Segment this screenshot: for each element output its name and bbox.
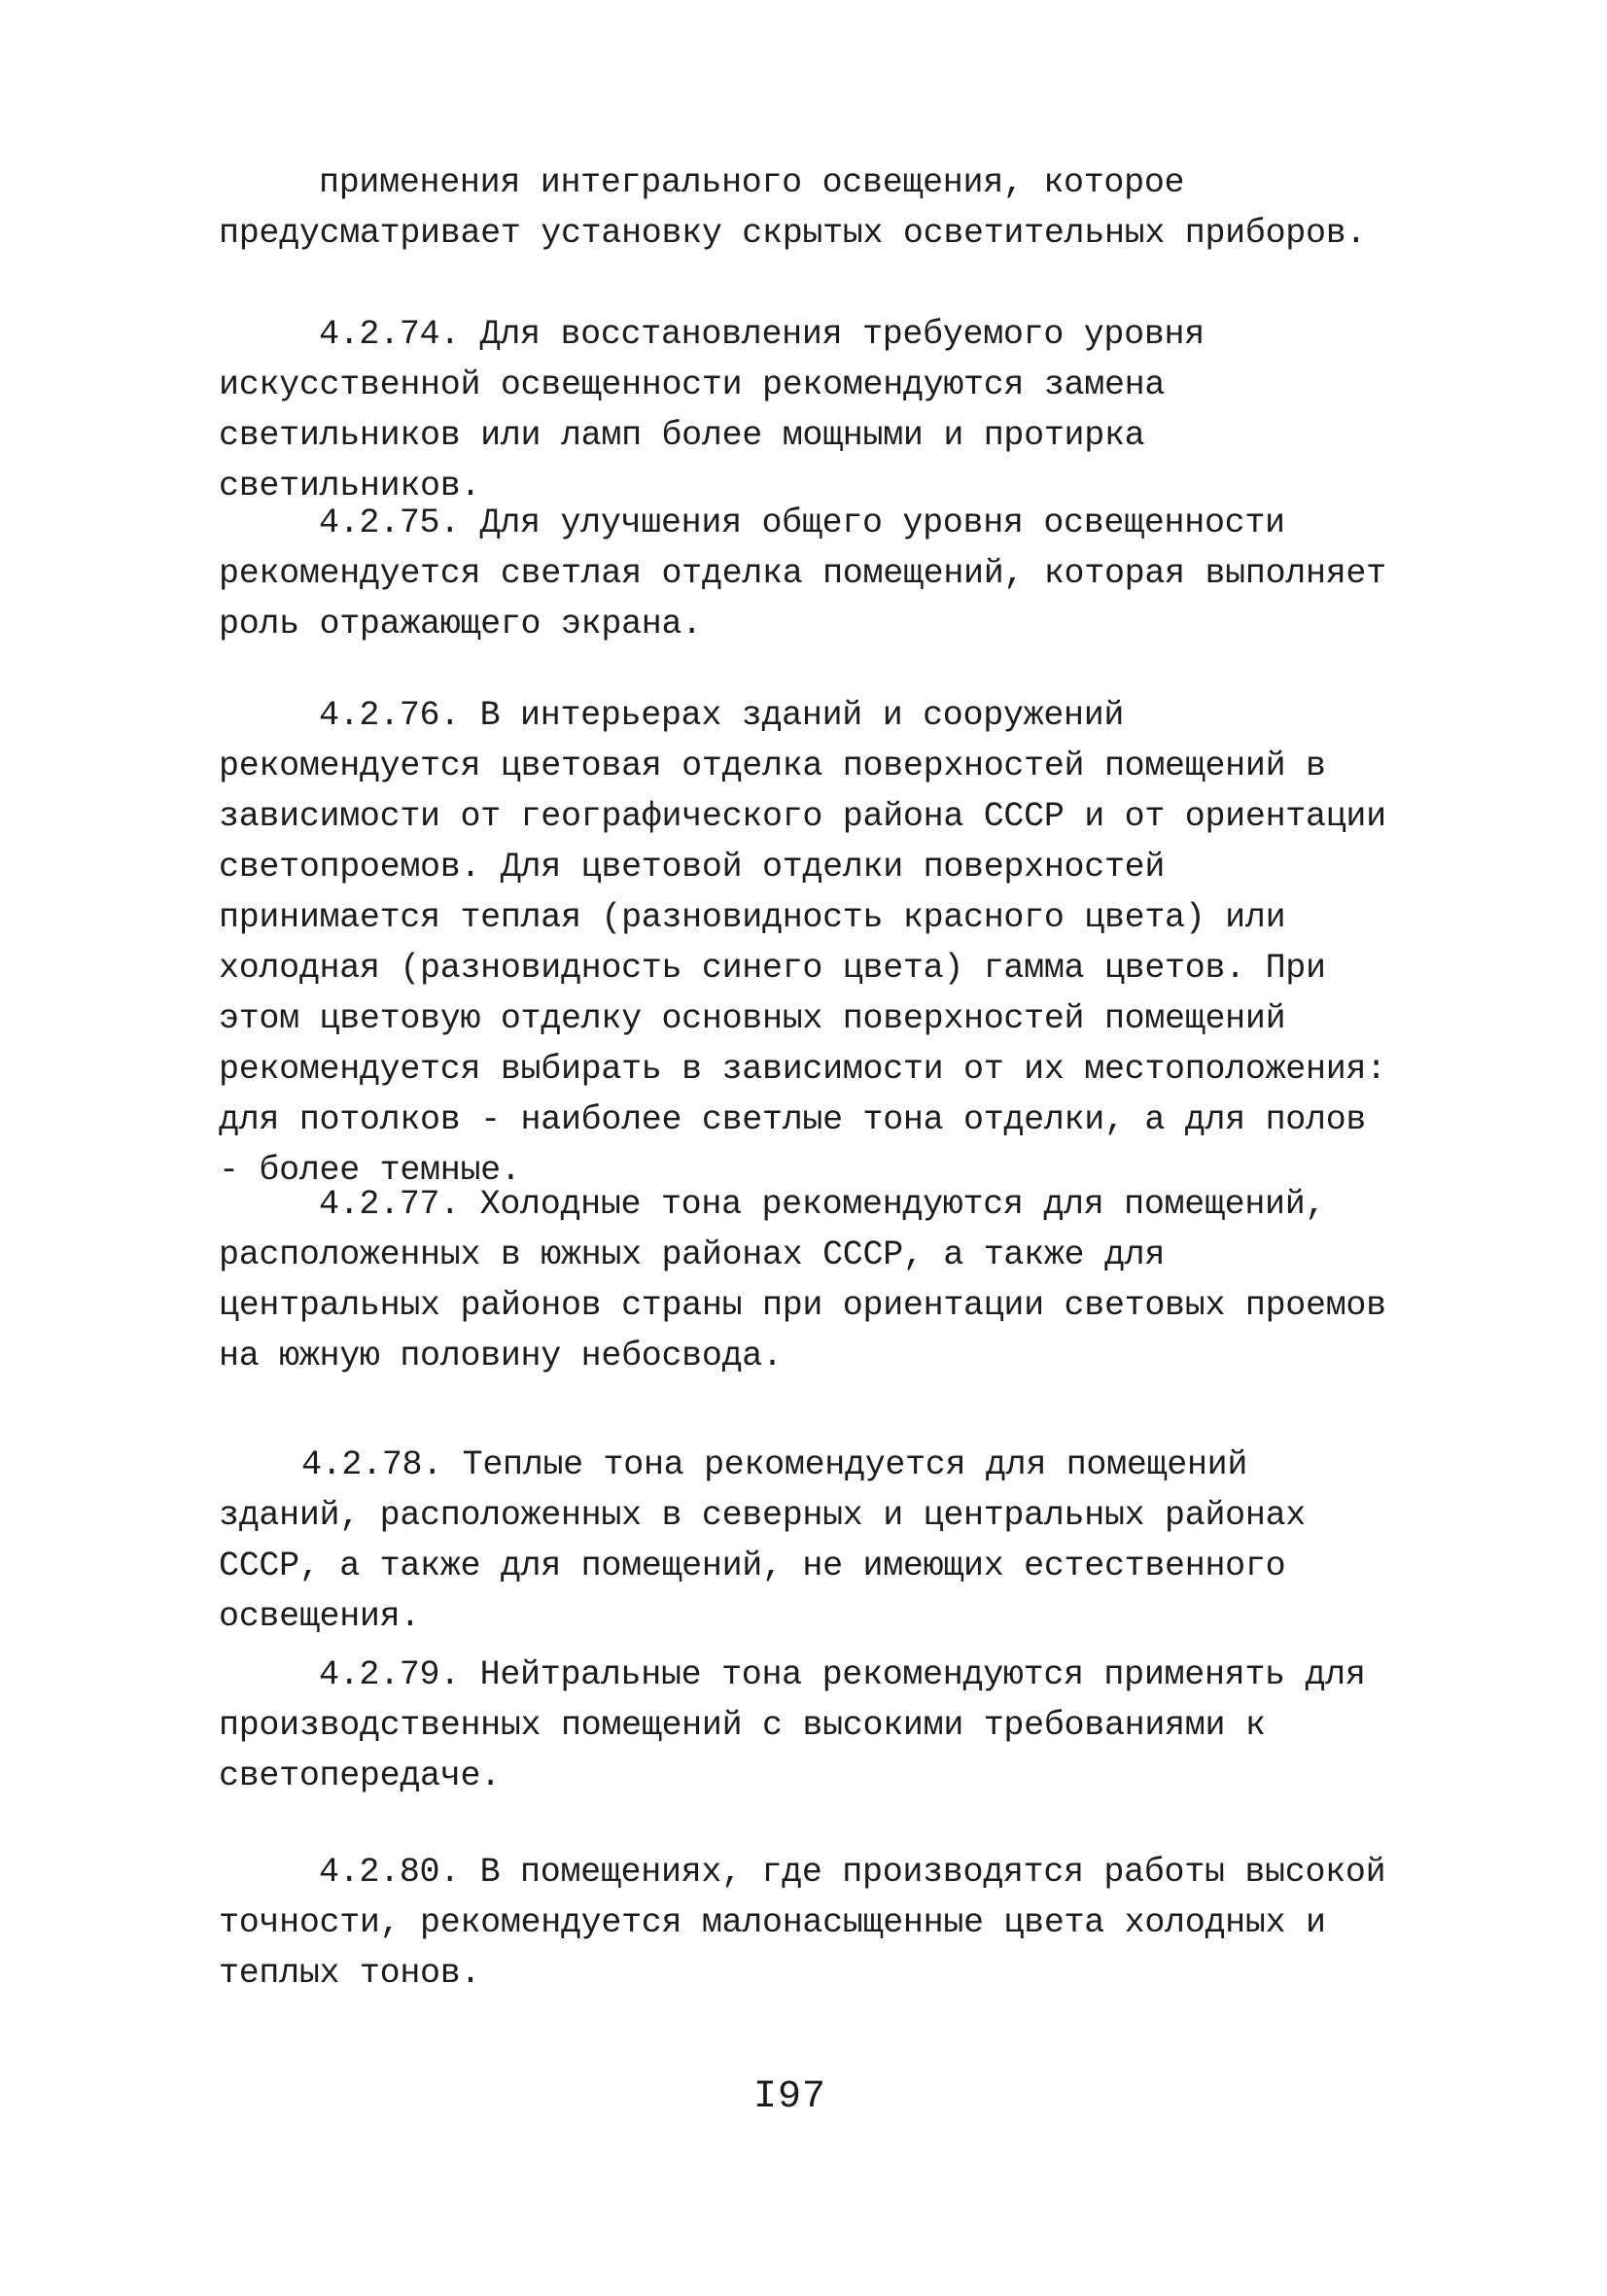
paragraph-continuation [219,157,1395,259]
paragraph-text: 4.2.76. В интерьерах зданий и сооружений рекомендуется цветовая отделка поверхностей помещений в зависимости от географического района СССР и от ориентации светопроемов. Для цветовой отделки поверхностей принимается теплая (разновидность красного цвета) или холодная (разновидность синего цвета) гамма цветов. При этом цветовую отделку основных поверхностей помещений рекомендуется выбирать в зависимости от их местоположения: для потолков - наиболее светлые тона отделки, а для полов - более темные. [219,696,1386,1190]
paragraph-4-2-75 [219,498,1395,649]
paragraph-4-2-78 [219,1440,1395,1642]
paragraph-text: 4.2.77. Холодные тона рекомендуются для помещений, расположенных в южных районах СССР, а также для центральных районов страны при ориентации световых проемов на южную половину небосвода. [219,1185,1386,1375]
paragraph-4-2-80 [219,1847,1395,1999]
paragraph-4-2-77 [219,1179,1395,1381]
paragraph-text: 4.2.80. В помещениях, где производятся работы высокой точности, рекомендуется малонасыщенные цвета холодных и теплых тонов. [219,1853,1386,1993]
paragraph-4-2-79 [219,1650,1395,1801]
paragraph-text: 4.2.74. Для восстановления требуемого уровня искусственной освещенности рекомендуются замена светильников или ламп более мощными и протирка светильников. [219,315,1205,505]
page-number: I97 [752,2075,826,2119]
paragraph-text: 4.2.75. Для улучшения общего уровня освещенности рекомендуется светлая отделка помещений, которая выполняет роль отражающего экрана. [219,504,1386,644]
paragraph-text: применения интегрального освещения, которое предусматривает установку скрытых осветительных приборов. [219,163,1367,253]
paragraph-4-2-74 [219,309,1395,511]
paragraph-4-2-76 [219,690,1395,1196]
paragraph-text: 4.2.78. Теплые тона рекомендуется для помещений зданий, расположенных в северных и центральных районах СССР, а также для помещений, не имеющих естественного освещения. [219,1445,1306,1636]
paragraph-text: 4.2.79. Нейтральные тона рекомендуются применять для производственных помещений с высокими требованиями к светопередаче. [219,1655,1366,1795]
